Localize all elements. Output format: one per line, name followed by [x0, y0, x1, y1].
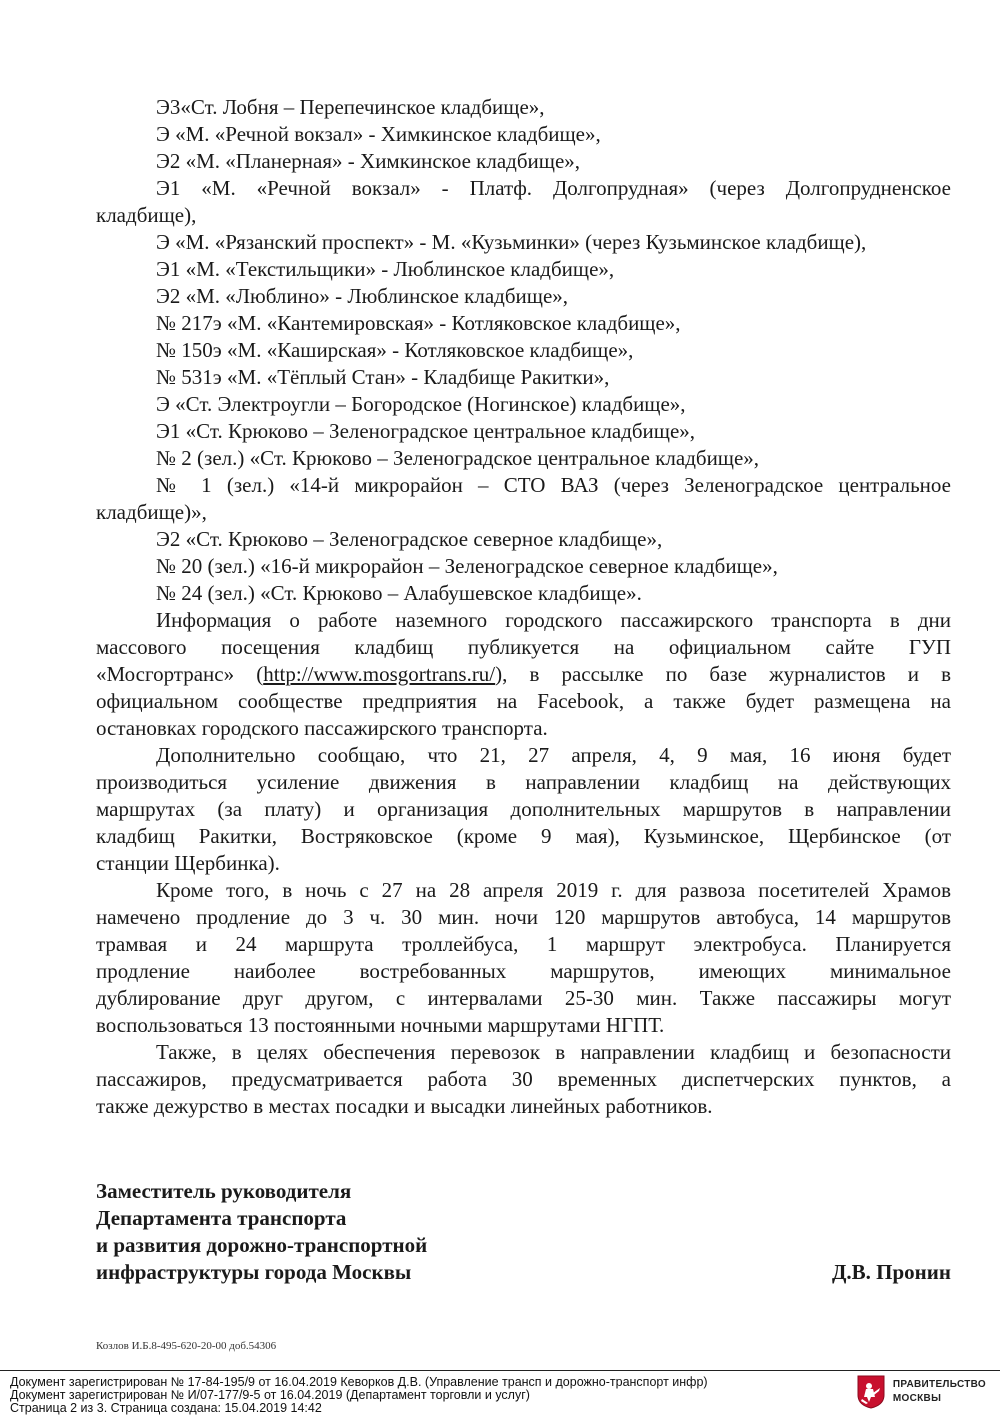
signer-title-line: и развития дорожно-транспортной: [96, 1233, 428, 1257]
mosgortrans-link[interactable]: http://www.mosgortrans.ru/: [263, 662, 496, 686]
gov-text-line: МОСКВЫ: [892, 1393, 942, 1404]
additional-paragraph: Дополнительно сообщаю, что 21, 27 апреля, 4, 9 мая, 16 июня будет производиться усиление движения в направлении кладбищ на действующих маршрутах (за плату) и организация дополнительных маршрутов в направлении кладбищ Ракитки, Востряковское (кроме 9 мая), Кузьминское, Щербинское (от станции Щербинка).: [96, 743, 951, 875]
safety-paragraph: Также, в целях обеспечения перевозок в направлении кладбищ и безопасности пассажиров, предусматривается работа 30 временных диспетчерских пунктов, а также дежурство в местах посадки и высадки линейных работников.: [96, 1040, 951, 1118]
letter-body: [96, 94, 951, 1120]
route-line: № 20 (зел.) «16-й микрорайон – Зеленоградское северное кладбище»,: [156, 554, 778, 578]
registration-line: Документ зарегистрирован № 17-84-195/9 от 16.04.2019 Кеворков Д.В. (Управление трансп и дорожно-транспорт инфр): [10, 1375, 708, 1389]
route-line: Э2 «М. «Люблино» - Люблинское кладбище»,: [156, 284, 569, 308]
moscow-coat-of-arms-icon: [857, 1375, 885, 1409]
gov-text-line: ПРАВИТЕЛЬСТВО: [892, 1379, 986, 1390]
registration-stamps: [10, 1376, 708, 1415]
government-logo: [857, 1375, 986, 1409]
registration-footer: [0, 1370, 1000, 1416]
route-line: № 24 (зел.) «Ст. Крюково – Алабушевское кладбище».: [156, 581, 642, 605]
signer-title-line: Департамента транспорта: [96, 1206, 347, 1230]
route-line: Э3«Ст. Лобня – Перепечинское кладбище»,: [156, 95, 545, 119]
contact-line: Козлов И.Б.8-495-620-20-00 доб.54306: [96, 1340, 277, 1352]
route-line: № 150э «М. «Каширская» - Котляковское кладбище»,: [156, 338, 634, 362]
route-line: Э2 «М. «Планерная» - Химкинское кладбище»,: [156, 149, 581, 173]
signer-name: Д.В. Пронин: [831, 1260, 951, 1284]
route-line: Э «М. «Рязанский проспект» - М. «Кузьминки» (через Кузьминское кладбище),: [156, 230, 867, 254]
night-service-paragraph: Кроме того, в ночь с 27 на 28 апреля 2019 г. для развоза посетителей Храмов намечено продление до 3 ч. 30 мин. ночи 120 маршрутов автобуса, 14 маршрутов трамвая и 24 маршрута троллейбуса, 1 маршрут электробуса. Планируется продление наиболее востребованных маршрутов, имеющих минимальное дублирование друг другом, с интервалами 25-30 мин. Также пассажиры могут воспользоваться 13 постоянными ночными маршрутами НГПТ.: [96, 878, 951, 1037]
signature-block: [96, 1178, 951, 1286]
route-line: Э «Ст. Электроугли – Богородское (Ногинское) кладбище»,: [156, 392, 686, 416]
info-paragraph: Информация о работе наземного городского пассажирского транспорта в дни массового посещения кладбищ публикуется на официальном сайте ГУП «Мосгортранс» (http://www.mosgortrans.ru/), в рассылке по базе журналистов и в официальном сообществе предприятия на Facebook, а также будет размещена на остановках городского пассажирского транспорта.: [96, 608, 951, 740]
signer-title-line: инфраструктуры города Москвы: [96, 1260, 412, 1284]
route-line: № 2 (зел.) «Ст. Крюково – Зеленоградское центральное кладбище»,: [156, 446, 760, 470]
route-line: Э1 «М. «Текстильщики» - Люблинское кладбище»,: [156, 257, 615, 281]
route-line: Э2 «Ст. Крюково – Зеленоградское северное кладбище»,: [156, 527, 663, 551]
route-line: № 217э «М. «Кантемировская» - Котляковское кладбище»,: [156, 311, 681, 335]
route-line: Э «М. «Речной вокзал» - Химкинское кладбище»,: [156, 122, 601, 146]
registration-line: Документ зарегистрирован № И/07-177/9-5 от 16.04.2019 (Департамент торговли и услуг): [10, 1388, 530, 1402]
route-line: Э1 «М. «Речной вокзал» - Платф. Долгопрудная» (через Долгопрудненское кладбище),: [96, 176, 951, 227]
route-line: № 531э «М. «Тёплый Стан» - Кладбище Ракитки»,: [156, 365, 610, 389]
page-info-line: Страница 2 из 3. Страница создана: 15.04.2019 14:42: [10, 1401, 322, 1415]
route-line: № 1 (зел.) «14-й микрорайон – СТО ВАЗ (через Зеленоградское центральное кладбище)»,: [96, 473, 951, 524]
signer-title-line: Заместитель руководителя: [96, 1179, 352, 1203]
route-line: Э1 «Ст. Крюково – Зеленоградское центральное кладбище»,: [156, 419, 696, 443]
